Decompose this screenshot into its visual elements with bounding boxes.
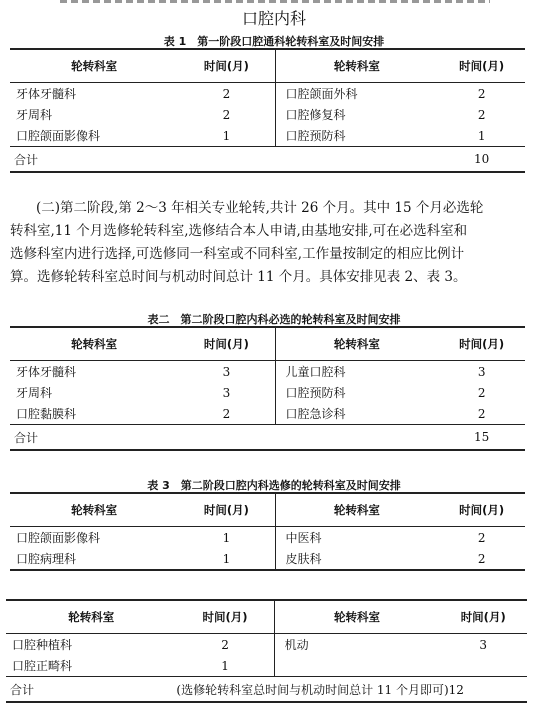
header-time: 时间(月) (202, 610, 248, 624)
table-row (10, 382, 525, 403)
paragraph-line: (二)第二阶段,第 2～3 年相关专业轮转,共计 26 个月。其中 15 个月必选轮 (36, 200, 484, 216)
cell-dept: 口腔正畸科 (12, 659, 73, 673)
paragraph-line: 算。选修轮转科室总时间与机动时间总计 11 个月。具体安排见表 2、表 3。 (10, 269, 467, 285)
header-time: 时间(月) (203, 337, 249, 351)
cell-time: 2 (477, 551, 486, 566)
cell-dept: 皮肤科 (275, 548, 438, 570)
total-row (10, 147, 525, 173)
body-paragraph (10, 197, 526, 289)
cell-time: 2 (222, 107, 231, 122)
cell-time: 3 (479, 637, 488, 652)
table3-caption: 表 3 第二阶段口腔内科选修的轮转科室及时间安排 (147, 479, 401, 492)
header-time: 时间(月) (203, 59, 249, 73)
cell-time: 1 (222, 551, 231, 566)
cell-dept: 口腔修复科 (275, 104, 438, 125)
cell-time: 2 (477, 530, 486, 545)
header-dept: 轮转科室 (71, 503, 118, 517)
total-label: 合计 (10, 682, 35, 697)
cell-time: 3 (222, 385, 231, 400)
header-time: 时间(月) (203, 503, 249, 517)
header-dept: 轮转科室 (71, 337, 118, 351)
cell-dept: 口腔颌面影像科 (16, 129, 101, 143)
total-row (6, 677, 527, 703)
table-row (10, 403, 525, 425)
cell-dept: 口腔颌面影像科 (16, 531, 101, 545)
total-value: 10 (474, 152, 490, 166)
header-time: 时间(月) (459, 503, 505, 517)
total-label: 合计 (14, 152, 39, 167)
cell-dept: 牙体牙髓科 (16, 365, 77, 379)
cell-dept: 牙周科 (16, 386, 53, 400)
total-row (10, 425, 525, 451)
header-dept: 轮转科室 (274, 600, 439, 634)
cell-dept: 儿童口腔科 (275, 361, 438, 383)
cell-dept: 口腔预防科 (275, 382, 438, 403)
cell-dept: 口腔黏膜科 (16, 407, 77, 421)
table2-caption: 表二 第二阶段口腔内科必选的轮转科室及时间安排 (147, 313, 401, 326)
cell-time: 2 (477, 107, 486, 122)
page-title: 口腔内科 (241, 9, 306, 28)
cell-dept: 中医科 (275, 527, 438, 549)
cell-time: 2 (222, 406, 231, 421)
table-header-row (10, 493, 525, 527)
total-label: 合计 (14, 430, 39, 445)
cell-time: 3 (477, 364, 486, 379)
header-dept: 轮转科室 (275, 49, 438, 83)
header-dept: 轮转科室 (68, 610, 115, 624)
table2 (10, 326, 525, 451)
cell-dept: 口腔急诊科 (275, 403, 438, 425)
header-dept: 轮转科室 (71, 59, 118, 73)
table-row (6, 655, 527, 677)
paragraph-line: 选修科室内进行选择,可选修同一科室或不同科室,工作量按制定的相应比例计 (10, 246, 465, 262)
cell-time: 1 (221, 658, 229, 673)
header-time: 时间(月) (459, 59, 505, 73)
cell-dept: 牙体牙髓科 (16, 87, 77, 101)
header-time: 时间(月) (459, 337, 505, 351)
total-value: 15 (474, 430, 490, 444)
cell-time: 1 (222, 530, 231, 545)
cut-off-text-line (60, 0, 490, 3)
table-header-row (10, 49, 525, 83)
cell-dept: 口腔颌面外科 (275, 83, 438, 105)
cell-time: 2 (477, 385, 486, 400)
cell-dept: 口腔病理科 (16, 552, 77, 566)
table-row (6, 634, 527, 656)
header-time: 时间(月) (460, 610, 506, 624)
table-row (10, 548, 525, 570)
table-header-row (10, 327, 525, 361)
cell-time: 3 (222, 364, 231, 379)
table-row (10, 83, 525, 105)
header-dept: 轮转科室 (275, 327, 438, 361)
total-note: (选修轮转科室总时间与机动时间总计 11 个月即可)12 (176, 682, 464, 697)
cell-time: 1 (222, 128, 231, 143)
table-row (10, 527, 525, 549)
cell-time: 2 (221, 637, 229, 652)
table-row (10, 104, 525, 125)
header-dept: 轮转科室 (275, 493, 438, 527)
cell-time: 2 (222, 86, 231, 101)
table-row (10, 125, 525, 147)
table1 (10, 48, 525, 173)
table-row (10, 361, 525, 383)
cell-dept: 口腔种植科 (12, 638, 73, 652)
table-header-row (6, 600, 527, 634)
cell-dept (274, 655, 439, 677)
cell-time: 2 (477, 406, 486, 421)
cell-time (439, 655, 527, 677)
cell-dept: 口腔预防科 (275, 125, 438, 147)
table4 (6, 599, 527, 703)
paragraph-line: 转科室,11 个月选修轮转科室,选修结合本人申请,由基地安排,可在必选科室和 (10, 223, 468, 239)
cell-time: 2 (477, 86, 486, 101)
cell-time: 1 (477, 128, 486, 143)
cell-dept: 机动 (274, 634, 439, 656)
table1-caption: 表 1 第一阶段口腔通科轮转科室及时间安排 (163, 35, 385, 48)
cell-dept: 牙周科 (16, 108, 53, 122)
table3 (10, 492, 525, 571)
